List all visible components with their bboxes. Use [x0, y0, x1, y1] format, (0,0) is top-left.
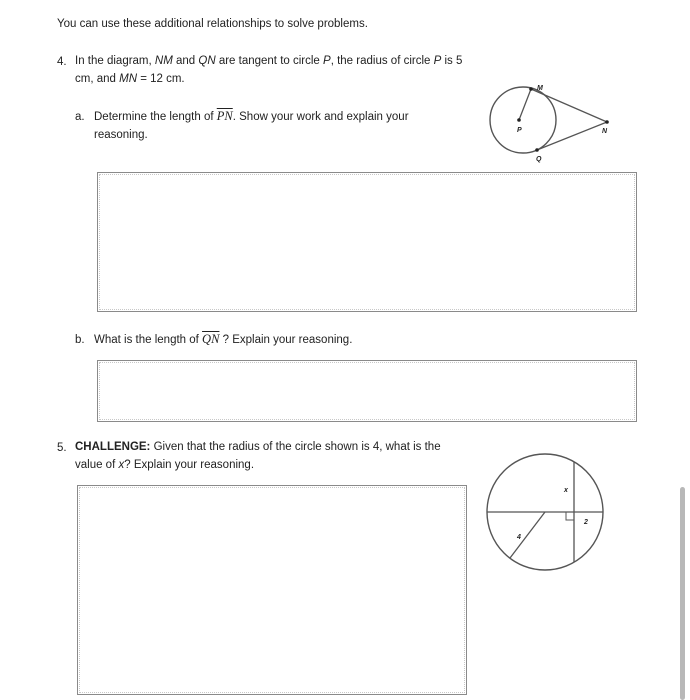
q4b-text: What is the length of $\overline{QN}$ ? Explain your reasoning. — [94, 332, 353, 346]
radius-line — [510, 512, 545, 558]
label-n: N — [602, 128, 608, 135]
radius-pm — [519, 89, 531, 120]
label-p: P — [517, 127, 522, 134]
q4a-label: a. — [75, 111, 85, 123]
q5-text: CHALLENGE: Given that the radius of the circle shown is 4, what is the value of x? Explain your reasoning. — [75, 441, 441, 471]
point-q — [535, 148, 539, 152]
answer-box-4a[interactable] — [97, 172, 637, 312]
scrollbar-thumb[interactable] — [680, 487, 685, 700]
circle-p — [490, 87, 556, 153]
point-n — [605, 120, 609, 124]
answer-box-5[interactable] — [77, 485, 467, 695]
q5-number: 5. — [57, 442, 67, 454]
intro-text: You can use these additional relationships to solve problems. — [57, 18, 368, 30]
q4a-text: Determine the length of $\overline{PN}$. Show your work and explain your reasoning. — [94, 109, 409, 141]
label-m: M — [537, 85, 543, 92]
q4b-label: b. — [75, 334, 85, 346]
tangent-qn — [537, 122, 607, 150]
point-p — [517, 118, 521, 122]
q4-number: 4. — [57, 56, 67, 68]
q4-text: In the diagram, NM and QN are tangent to circle P, the radius of circle P is 5 cm, and MN = 12 cm. — [75, 55, 463, 85]
point-m — [529, 87, 533, 91]
label-4: 4 — [517, 534, 521, 541]
label-x: x — [564, 487, 568, 494]
right-angle-marker — [566, 512, 574, 520]
answer-box-4b[interactable] — [97, 360, 637, 422]
label-q: Q — [536, 156, 542, 163]
tangent-mn — [531, 89, 607, 122]
chord-circle-diagram — [480, 448, 610, 576]
tangent-circle-diagram — [485, 80, 625, 170]
label-2: 2 — [584, 519, 588, 526]
